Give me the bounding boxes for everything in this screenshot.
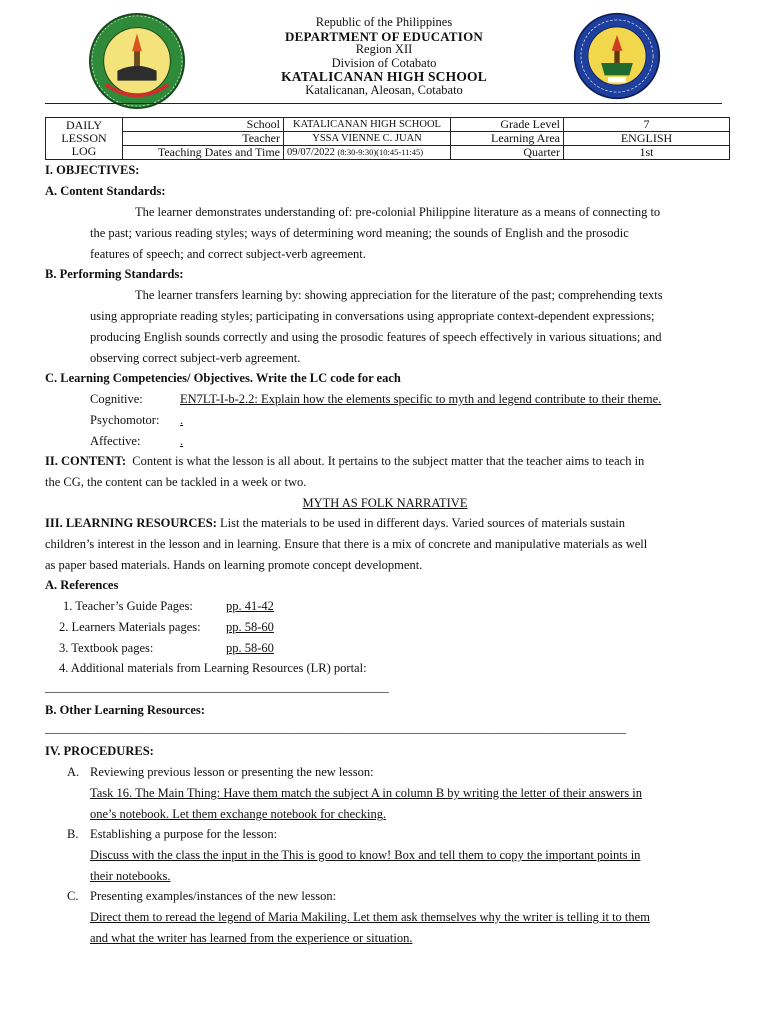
lesson-info-table [45,117,730,160]
procedure-a-text: Task 16. The Main Thing: Have them match the subject A in column B by writing the letter of their answers in [90,786,643,800]
ref1-label: 1. Teacher’s Guide Pages: [63,599,193,613]
header-divider [45,103,722,104]
learning-area-label: Learning Area [451,132,564,146]
procedures-heading: IV. PROCEDURES: [45,744,154,758]
teaching-dates-value [284,146,451,160]
header-school-name: KATALICANAN HIGH SCHOOL [281,69,487,84]
procedure-c-letter: C. [67,889,79,903]
school-label: School [123,118,284,132]
grade-level-label: Grade Level [451,118,564,132]
table-row [46,132,730,146]
affective-value: . [180,434,184,448]
teacher-value: YSSA VIENNE C. JUAN [284,132,451,146]
procedure-b-letter: B. [67,827,79,841]
cognitive-value: EN7LT-I-b-2.2: Explain how the elements specific to myth and legend contribute to their theme. [180,392,662,406]
procedure-c-text: Direct them to reread the legend of Maria Makiling. Let them ask themselves why the writer is telling it to them [90,910,650,924]
ref4-label: 4. Additional materials from Learning Resources (LR) portal: [59,661,367,675]
teaching-date: 09/07/2022 [287,147,335,158]
lesson-label: LESSON [61,131,107,145]
content-standards-heading: A. Content Standards: [45,184,166,198]
content-text-line: the CG, the content can be tackled in a week or two. [45,475,307,489]
learning-area-value: ENGLISH [564,132,730,146]
resources-heading: III. LEARNING RESOURCES: [45,516,217,530]
psychomotor-label: Psychomotor: [90,413,160,427]
content-paragraph [45,454,644,469]
header-region: Region XII [355,42,413,56]
competencies-heading: C. Learning Competencies/ Objectives. Write the LC code for each [45,371,401,385]
header-address: Katalicanan, Aleosan, Cotabato [305,82,463,97]
daily-label: DAILY [65,118,103,132]
content-text: Content is what the lesson is all about. It pertains to the subject matter that the teacher aims to teach in [132,454,645,468]
quarter-value: 1st [564,146,730,160]
blank-line: _____________________________________________________________________________________________ [45,721,627,735]
table-row [46,146,730,160]
resources-paragraph [45,516,625,531]
psychomotor-value: . [180,413,184,427]
performing-standards-line: The learner transfers learning by: showing appreciation for the literature of the past; comprehending texts [135,288,663,302]
performing-standards-line: producing English sounds correctly and using the prosodic features of speech effectively in various situations; and [90,330,662,344]
procedure-b-text: their notebooks. [90,869,171,883]
content-standards-line: the past; various reading styles; ways of determining word meaning; the sounds of English and the prosodic [90,226,629,240]
log-label: LOG [71,144,97,158]
procedure-b-text: Discuss with the class the input in the This is good to know! Box and tell them to copy the important points in [90,848,641,862]
procedure-c-text: and what the writer has learned from the experience or situation. [90,931,413,945]
ref3-label: 3. Textbook pages: [59,641,154,655]
lesson-topic: MYTH AS FOLK NARRATIVE [302,496,468,510]
procedure-a-title: Reviewing previous lesson or presenting the new lesson: [90,765,374,779]
header-division: Division of Cotabato [331,55,437,70]
resources-text-line: children’s interest in the lesson and in learning. Ensure that there is a mix of concrete and manipulative materials as well [45,537,648,551]
ref2-value: pp. 58-60 [226,620,274,634]
table-row [46,118,730,132]
procedure-c-title: Presenting examples/instances of the new lesson: [90,889,337,903]
performing-standards-line: using appropriate reading styles; participating in conversations using appropriate context-dependent expressions; [90,309,655,323]
objectives-heading: I. OBJECTIVES: [45,163,140,177]
blank-line: _______________________________________________________ [45,680,389,694]
performing-standards-heading: B. Performing Standards: [45,267,184,281]
ref2-label: 2. Learners Materials pages: [59,620,201,634]
document-header [0,16,768,97]
procedure-b-title: Establishing a purpose for the lesson: [90,827,278,841]
performing-standards-line: observing correct subject-verb agreement. [90,351,301,365]
content-heading: II. CONTENT: [45,454,127,468]
teacher-label: Teacher [123,132,284,146]
daily-lesson-log-cell [46,118,123,160]
procedure-a-text: one’s notebook. Let them exchange notebook for checking. [90,807,387,821]
header-republic: Republic of the Philippines [315,15,453,29]
cognitive-label: Cognitive: [90,392,143,406]
resources-text: List the materials to be used in different days. Varied sources of materials sustain [220,516,626,530]
ref3-value: pp. 58-60 [226,641,274,655]
teaching-dates-label: Teaching Dates and Time [123,146,284,160]
resources-text-line: as paper based materials. Hands on learning promote concept development. [45,558,423,572]
content-standards-line: The learner demonstrates understanding of: pre-colonial Philippine literature as a means of connecting to [135,205,661,219]
procedure-a-letter: A. [67,765,80,779]
header-department: DEPARTMENT OF EDUCATION [285,28,483,44]
ref1-value: pp. 41-42 [226,599,274,613]
grade-level-value: 7 [564,118,730,132]
teaching-time: (8:30-9:30)(10:45-11:45) [337,147,424,157]
other-resources-heading: B. Other Learning Resources: [45,703,205,717]
content-standards-line: features of speech; and correct subject-verb agreement. [90,247,366,261]
affective-label: Affective: [90,434,141,448]
school-value: KATALICANAN HIGH SCHOOL [284,118,451,132]
quarter-label: Quarter [451,146,564,160]
references-heading: A. References [45,578,119,592]
